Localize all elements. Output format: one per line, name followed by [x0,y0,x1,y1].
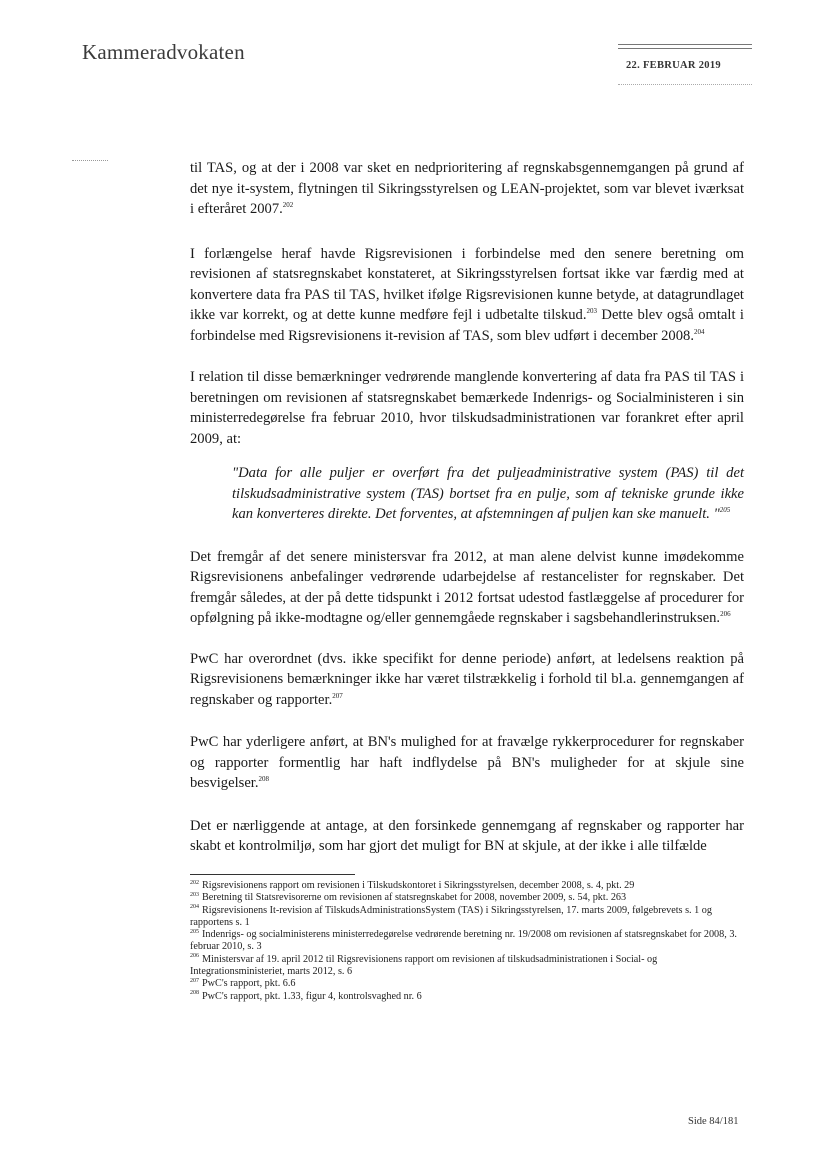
paragraph [190,244,744,347]
footnote-ref[interactable]: 204 [693,327,705,336]
margin-mark [72,160,108,161]
paragraph [190,547,744,629]
footnote-number: 205 [190,928,199,935]
footnote [190,954,750,979]
footnote-separator [190,874,355,875]
footnote-ref[interactable]: 206 [720,610,731,619]
footnote-number: 207 [190,977,199,984]
document-date: 22. FEBRUAR 2019 [626,60,721,71]
footnote-ref[interactable]: 203 [586,307,597,316]
paragraph-text: Det er nærliggende at antage, at den forsinkede gennemgang af regnskaber og rapporter har skabt et kontrolmiljø, som har gjort det muligt for BN at skjule, at der ikke i alle tilfælde [190,817,744,854]
kammeradvokaten-logo: Kammeradvokaten [82,40,245,64]
footnote-ref[interactable]: 205 [719,506,731,515]
footnote-text: Indenrigs- og socialministerens ministerredegørelse vedrørende beretning nr. 19/2008 om revisionen af statsregnskabet for 2008, 3. februar 2010, s. 3 [190,929,737,953]
footnote [190,978,750,990]
footnote-number: 206 [190,953,199,960]
paragraph-text: til TAS, og at der i 2008 var sket en nedprioritering af regnskabsgennemgangen på grund af det nye it-system, flytningen til Sikringsstyrelsen og LEAN-projektet, som var blevet iværksat i efteråret 2007. [190,160,744,217]
footnote-ref[interactable]: 207 [332,691,343,700]
footnote-text: Ministersvar af 19. april 2012 til Rigsrevisionens rapport om revisionen af tilskudsadministrationen i Social- og Integrationsministeriet, marts 2012, s. 6 [190,953,658,978]
footnote [190,991,750,1003]
paragraph [190,649,744,711]
footnote-ref[interactable]: 208 [258,775,269,784]
paragraph [190,732,744,794]
page-number: Side 84/181 [688,1116,739,1127]
paragraph-text: I forlængelse heraf havde Rigsrevisionen i forbindelse med den senere beretning om revisionen af statsregnskabet konstateret, at Sikringsstyrelsen fortsat ikke var færdig med at konvertere data fra PAS til TAS, hvilket ifølge Rigsrevisionen kunne betyde, at datagrundlaget ikke var korrekt, og at dette kunne medføre fejl i udbetalte tilskud. [190,245,744,323]
footnote-number: 203 [190,891,199,898]
footnote [190,905,750,930]
date-rule-bottom [618,84,752,85]
footnote-number: 204 [190,904,199,911]
paragraph-text: PwC har overordnet (dvs. ikke specifikt for denne periode) anført, at ledelsens reaktion på Rigsrevisionens bemærkninger ikke har været tilstrækkelig i forhold til bl.a. gennemgangen af regnskaber og rapporter. [190,650,744,708]
footnotes [190,880,750,1003]
paragraph-text: Det fremgår af det senere ministersvar fra 2012, at man alene delvist kunne imødekomme Rigsrevisionens anbefalinger vedrørende udarbejdelse af restancelister for regnskaber. Det fremgår således, at der på dette tidspunkt i 2012 fortsat udestod fastlæggelse af procedurer for opfølgning på ikke-modtagne og/eller gennemgåede regnskaber i sagsbehandlerinstruksen. [190,548,744,626]
footnote-number: 208 [190,990,199,997]
paragraph [190,367,744,449]
quote-text: "Data for alle puljer er overført fra det puljeadministrative system (PAS) til det tilskudsadministrative system (TAS) bortset fra en pulje, som af tekniske grunde ikke kan konverteres direkte. Det forventes, at afstemningen af puljen kan ske manuelt. " [232,465,744,522]
footnote-ref[interactable]: 202 [282,201,294,210]
block-quote [232,463,744,525]
footnote-number: 202 [190,879,199,886]
footnote [190,929,750,954]
footnote-text: PwC's rapport, pkt. 6.6 [202,978,296,990]
date-rule-top [618,44,752,49]
footnote-text: Beretning til Statsrevisorerne om revisionen af statsregnskabet for 2008, november 2009, s. 54, pkt. 263 [202,892,627,904]
paragraph-text: PwC har yderligere anført, at BN's mulighed for at fravælge rykkerprocedurer for regnskaber og rapporter formentlig har haft indflydelse på BN's muligheder for at skjule sine besvigelser. [190,734,744,791]
paragraph-text: I relation til disse bemærkninger vedrørende manglende konvertering af data fra PAS til TAS i beretningen om revisionen af statsregnskabet bemærkede Indenrigs- og Socialministeren i sin ministerredegørelse fra februar 2010, hvor tilskudsadministrationen var forankret efter april 2009, at: [190,369,744,447]
footnote [190,880,750,892]
paragraph [190,158,744,220]
footnote-text: Rigsrevisionens It-revision af TilskudsAdministrationsSystem (TAS) i Sikringsstyrelsen, 17. marts 2009, følgebrevets s. 1 og rapportens s. 1 [190,904,712,928]
paragraph [190,816,744,857]
body-text [190,158,744,878]
paragraph-text: Dette blev også omtalt i forbindelse med Rigsrevisionens it-revision af TAS, som blev udført i december 2008. [190,307,744,344]
footnote-text: PwC's rapport, pkt. 1.33, figur 4, kontrolsvaghed nr. 6 [202,990,422,1002]
footnote-text: Rigsrevisionens rapport om revisionen i Tilskudskontoret i Sikringsstyrelsen, december 2008, s. 4, pkt. 29 [202,880,635,891]
footnote [190,892,750,904]
